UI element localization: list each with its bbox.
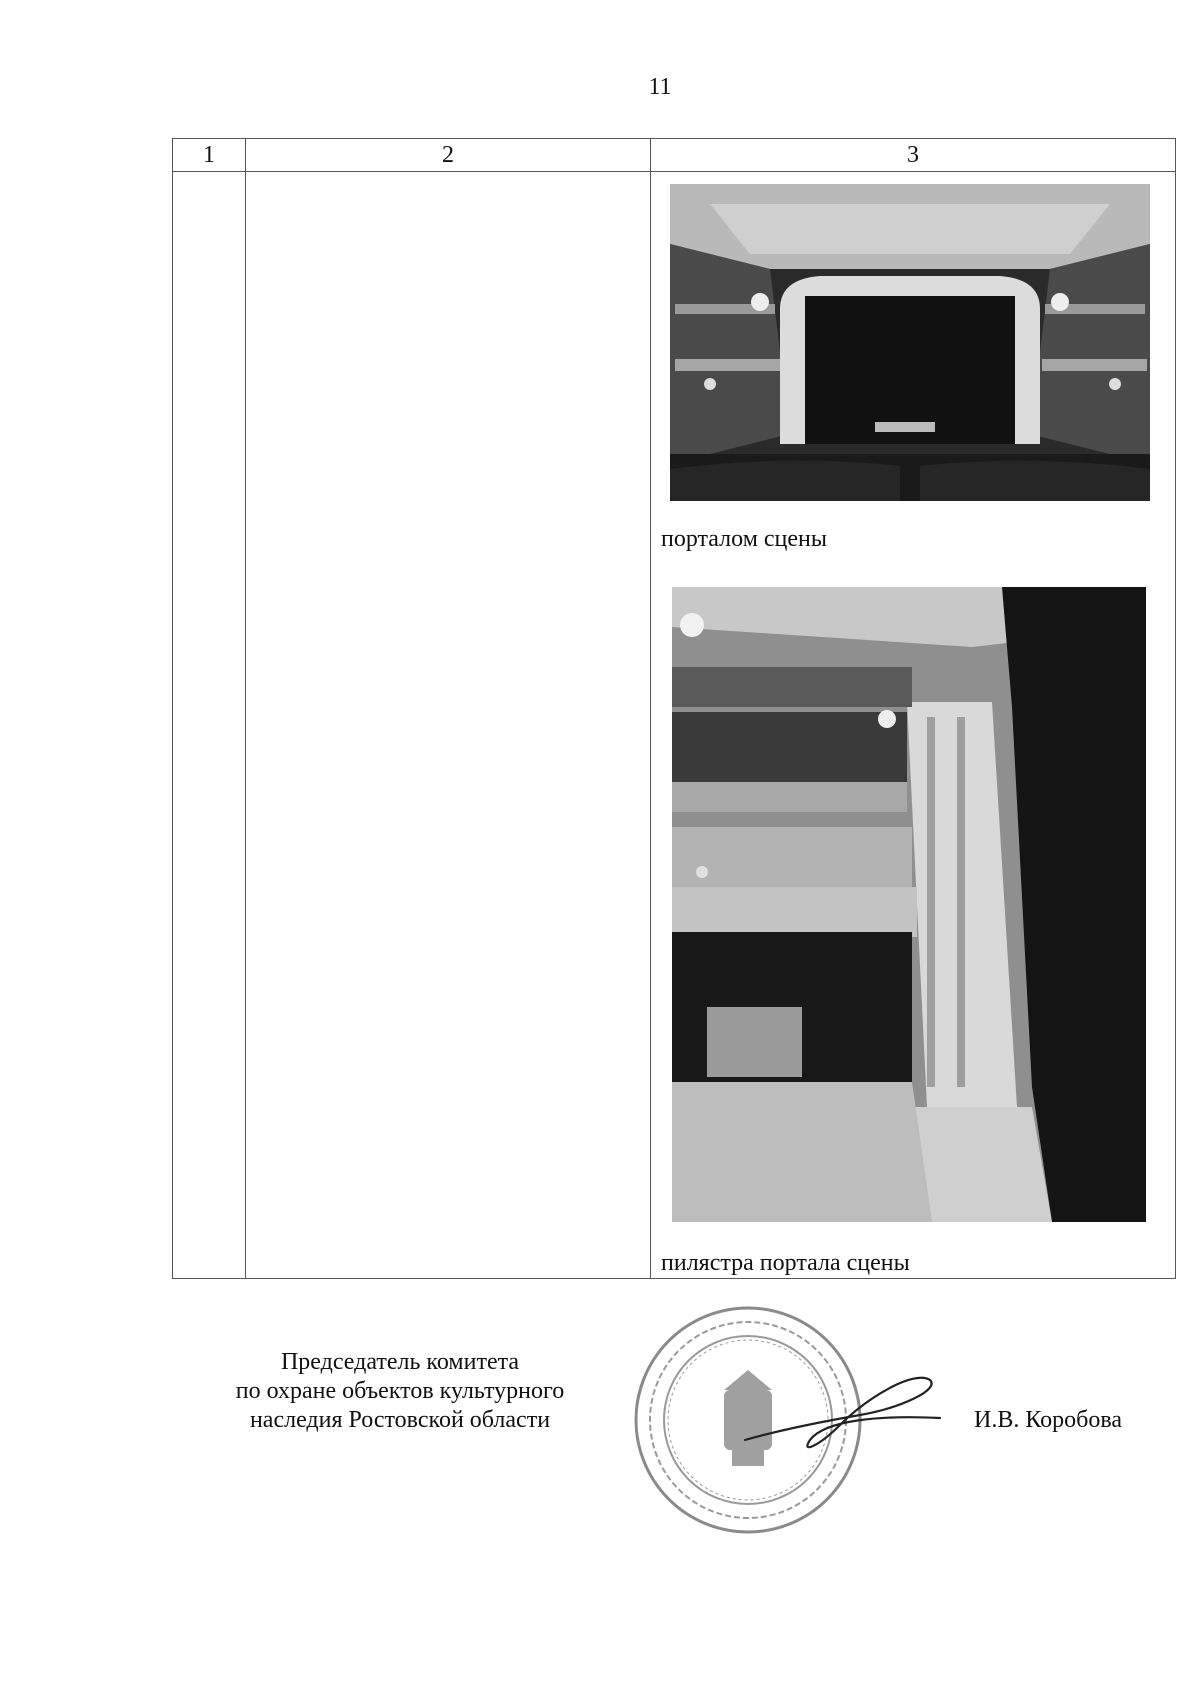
signatory-position: [190, 1348, 610, 1435]
stage-portal-pilaster-photo: [672, 587, 1146, 1222]
table-header-row: [173, 139, 1176, 172]
photo-caption-pilaster: пилястра портала сцены: [661, 1250, 910, 1276]
table-cell-col3: [651, 172, 1176, 1279]
table-row: [173, 172, 1176, 1279]
table-cell-col1: [173, 172, 246, 1279]
table-header-cell-2: 2: [246, 139, 651, 172]
position-line: Председатель комитета: [280, 1349, 520, 1375]
position-line: по охране объектов культурного: [235, 1378, 565, 1404]
auditorium-stage-portal-photo: [670, 184, 1150, 501]
pilaster-photo-image: [672, 587, 1146, 1222]
table-header-cell-3: 3: [651, 139, 1176, 172]
auditorium-photo-image: [670, 184, 1150, 501]
document-table: [172, 138, 1176, 1279]
page-number: 11: [648, 74, 672, 100]
photo-column: [651, 172, 1175, 1278]
signer-name: И.В. Коробова: [974, 1407, 1123, 1433]
position-line: наследия Ростовской области: [249, 1407, 551, 1433]
handwritten-signature: [740, 1370, 950, 1460]
photo-caption-stage-portal: порталом сцены: [661, 526, 827, 552]
table-header-cell-1: 1: [173, 139, 246, 172]
table-cell-col2: [246, 172, 651, 1279]
